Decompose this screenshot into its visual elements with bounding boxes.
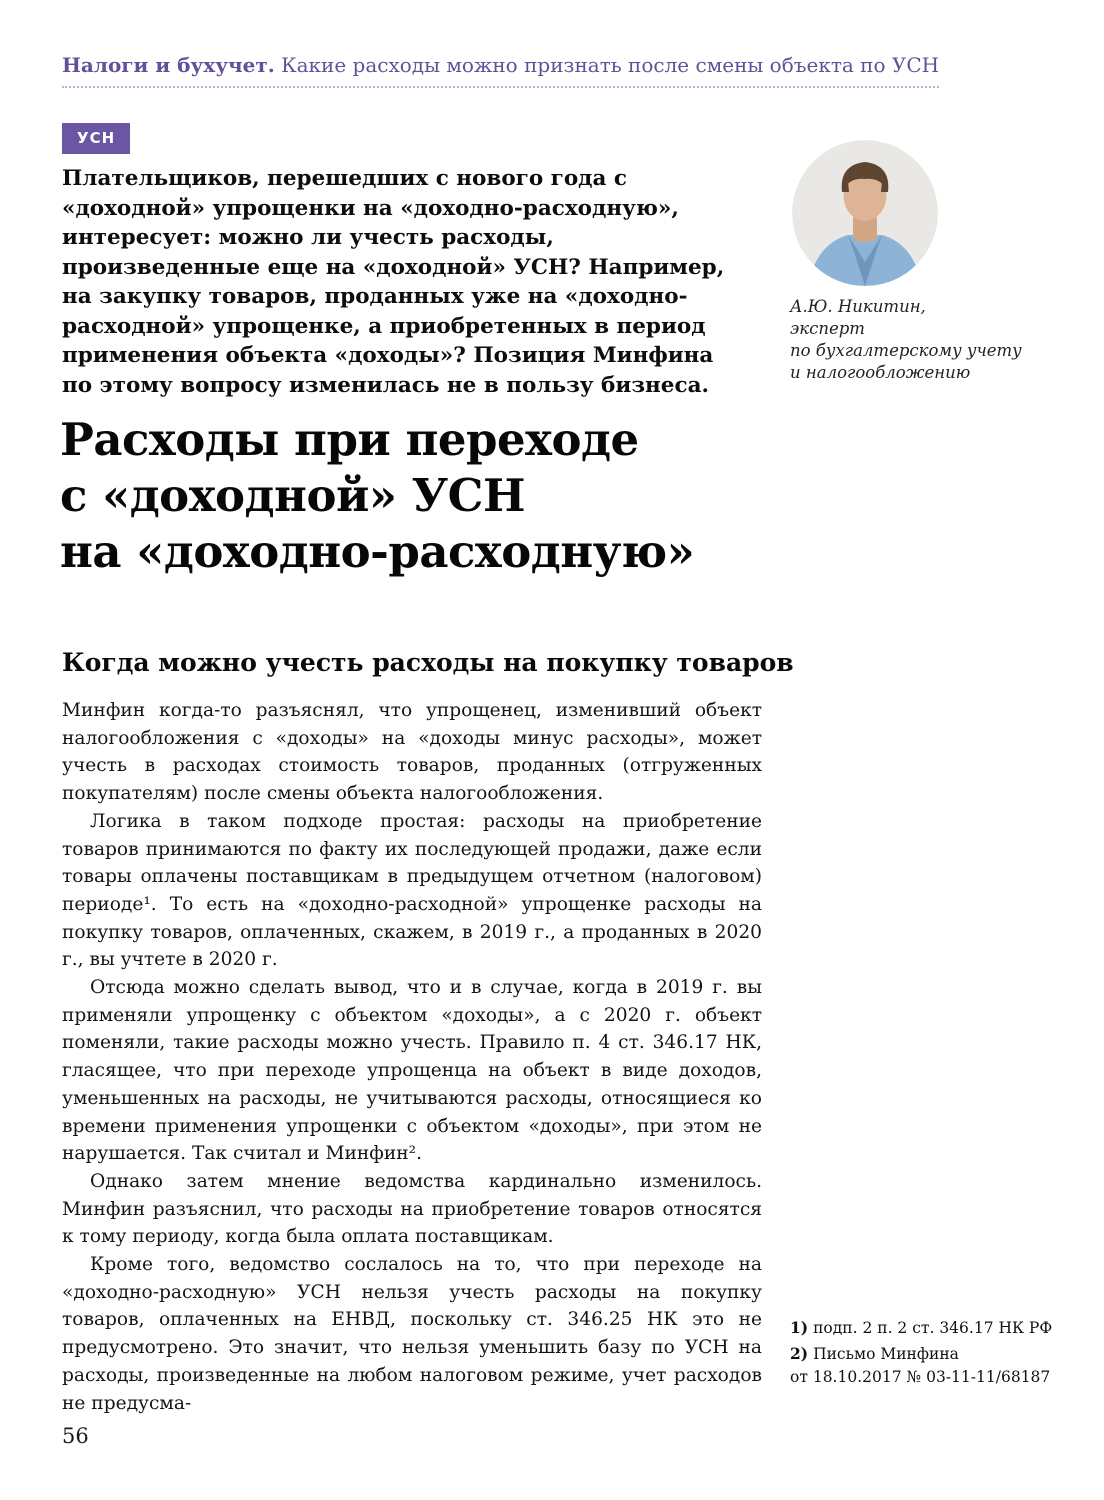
author-portrait-illustration: [792, 140, 938, 286]
header-rubric: Налоги и бухучет.: [62, 53, 275, 77]
body-paragraph: Кроме того, ведомство сослалось на то, что при переходе на «доходно-расходную» УСН нельзя учесть расходы на покупку товаров, оплаченных на ЕНВД, поскольку ст. 346.25 НК это не предусмотрено. Это значит, что нельзя уменьшить базу по УСН на расходы, произведенные на любом налоговом режиме, учет расходов не предусма-: [62, 1254, 762, 1414]
article-title: [60, 412, 694, 580]
body-paragraph: Однако затем мнение ведомства кардинально изменилось. Минфин разъяснил, что расходы на приобретение товаров относятся к тому периоду, когда была оплата поставщикам.: [62, 1170, 762, 1248]
author-role-line: по бухгалтерскому учету: [790, 341, 1022, 360]
author-caption: [790, 296, 1060, 384]
article-title-line: Расходы при переходе: [60, 413, 639, 466]
footnote-2-label: 2): [790, 1344, 809, 1363]
author-role-line: и налогообложению: [790, 363, 971, 382]
page-number: 56: [62, 1424, 89, 1448]
footnote-1-text: подп. 2 п. 2 ст. 346.17 НК РФ: [813, 1319, 1053, 1337]
footnote-2: [790, 1342, 1065, 1389]
author-name: А.Ю. Никитин,: [790, 297, 926, 316]
article-body: [62, 697, 762, 1417]
header-subtitle: Какие расходы можно признать после смены объекта по УСН: [274, 53, 940, 77]
footnote-1: [790, 1316, 1065, 1340]
footnote-2-text-line2: от 18.10.2017 № 03-11-11/68187: [790, 1368, 1051, 1386]
page-header: [62, 52, 939, 88]
footnotes: [790, 1316, 1065, 1391]
author-role-line: эксперт: [790, 319, 865, 338]
footnote-1-label: 1): [790, 1318, 809, 1337]
footnote-2-text: Письмо Минфина: [813, 1345, 959, 1363]
article-title-line: с «доходной» УСН: [60, 469, 526, 522]
article-title-line: на «доходно-расходную»: [60, 525, 695, 578]
body-paragraph: Логика в таком подходе простая: расходы на приобретение товаров принимаются по факту их последующей продажи, даже если товары оплачены поставщикам в предыдущем отчетном (налоговом) периоде¹. То есть на «доходно-расходной» упрощенке расходы на покупку товаров, оплаченных, скажем, в 2019 г., а проданных в 2020 г., вы учтете в 2020 г.: [62, 810, 762, 971]
author-photo: [792, 140, 938, 286]
body-paragraph: Отсюда можно сделать вывод, что и в случае, когда в 2019 г. вы применяли упрощенку с объектом «доходы», а с 2020 г. объект поменяли, такие расходы можно учесть. Правило п. 4 ст. 346.17 НК, гласящее, что при переходе упрощенца на объект в виде доходов, уменьшенных на расходы, не учитываются расходы, относящиеся ко времени применения упрощенки с объектом «доходы», при этом не нарушается. Так считал и Минфин².: [62, 977, 762, 1165]
lead-paragraph: Плательщиков, перешедших с нового года с «доходной» упрощенки на «доходно-расходную», интересует: можно ли учесть расходы, произведенные еще на «доходной» УСН? Например, на закупку товаров, проданных уже на «доходно-расходной» упрощенке, а приобретенных в период применения объекта «доходы»? Позиция Минфина по этому вопросу изменилась не в пользу бизнеса.: [62, 166, 725, 398]
rubric-tag-usn: УСН: [62, 123, 130, 154]
section-heading: Когда можно учесть расходы на покупку товаров: [62, 648, 794, 677]
body-paragraph: Минфин когда-то разъяснял, что упрощенец, изменивший объект налогообложения с «доходы» на «доходы минус расходы», может учесть в расходах стоимость товаров, проданных (отгруженных покупателям) после смены объекта налогообложения.: [62, 700, 762, 805]
